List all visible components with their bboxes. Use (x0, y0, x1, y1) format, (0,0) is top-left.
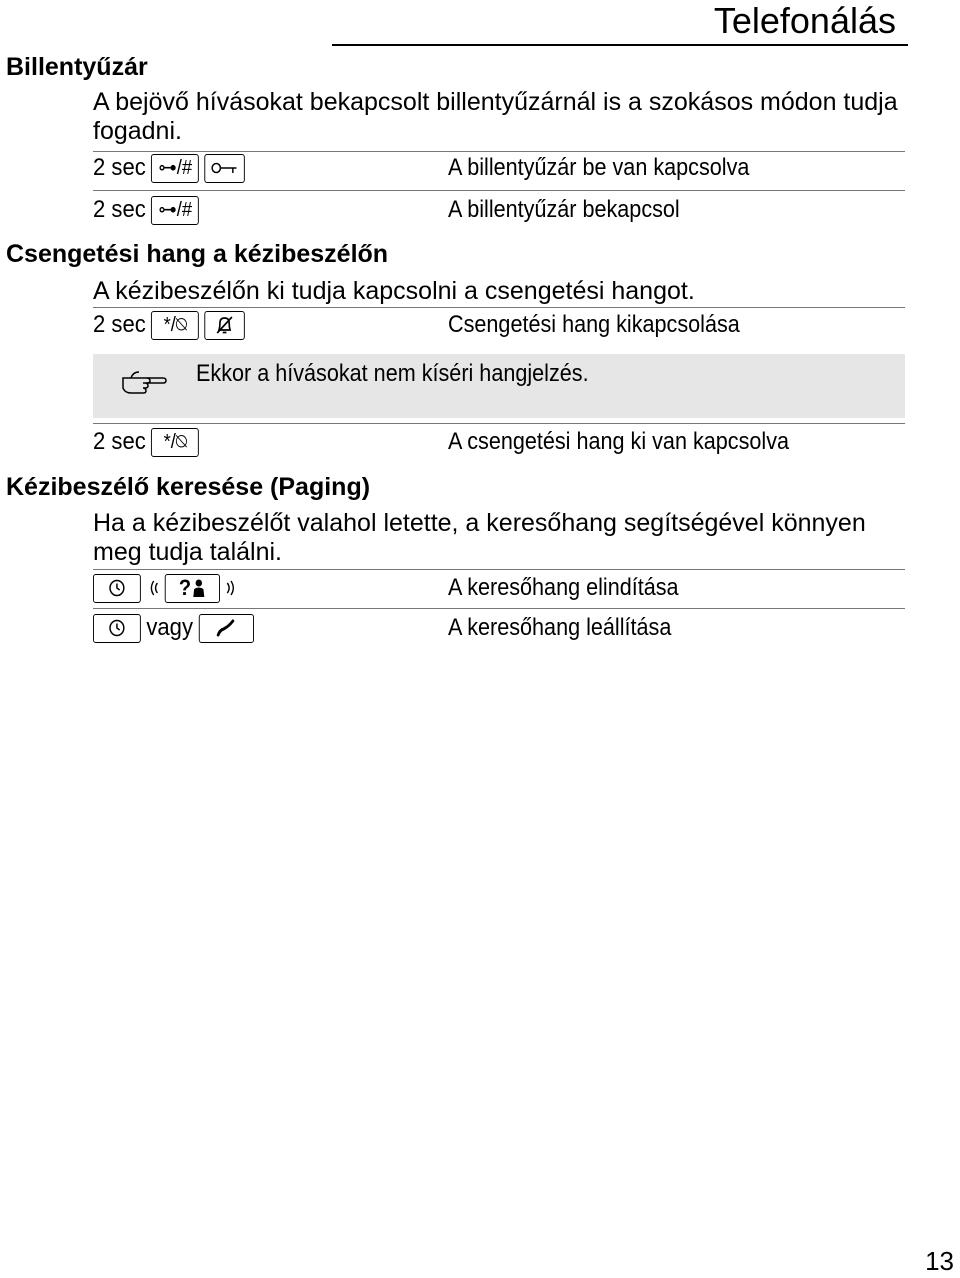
hash-key: ⊶/# (151, 196, 199, 225)
instruction-description: A billentyűzár be van kapcsolva (448, 154, 750, 181)
star-key: */⍉ (151, 311, 199, 340)
instruction-row-ringtone-off (93, 309, 905, 341)
instruction-description: A keresőhang elindítása (448, 574, 679, 601)
instruction-description: A keresőhang leállítása (448, 614, 672, 641)
hash-key: ⊶/# (151, 154, 199, 183)
section-title-keylock: Billentyűzár (6, 53, 148, 81)
note-box (93, 354, 905, 418)
duration-label: 2 sec (93, 311, 146, 338)
note-text: Ekkor a hívásokat nem kíséri hangjelzés. (196, 360, 589, 387)
section-body-ringtone: A kézibeszélőn ki tudja kapcsolni a csengetési hangot. (93, 277, 695, 305)
page-header-title: Telefonálás (713, 0, 896, 41)
clock-key-icon (93, 574, 141, 603)
star-key: */⍉ (151, 428, 199, 457)
section-body-keylock: A bejövő hívásokat bekapcsolt billentyűzárnál is a szokásos módon tudja fogadni. (93, 88, 898, 145)
clock-key-icon (93, 614, 141, 643)
instruction-row-keylock-active (93, 152, 905, 184)
instruction-description: A billentyűzár bekapcsol (448, 196, 680, 223)
instruction-description: Csengetési hang kikapcsolása (448, 311, 740, 338)
divider (93, 307, 905, 308)
section-title-paging: Kézibeszélő keresése (Paging) (6, 473, 371, 501)
duration-label: 2 sec (93, 154, 146, 181)
instruction-row-paging-stop (93, 612, 905, 644)
instruction-description: A csengetési hang ki van kapcsolva (448, 428, 790, 455)
header-rule (332, 44, 908, 46)
instruction-row-paging-start (93, 572, 905, 604)
bell-off-icon (205, 311, 245, 340)
section-body-paging: Ha a kézibeszélőt valahol letette, a keresőhang segítségével könnyen meg tudja találni. (93, 509, 866, 566)
person-icon (191, 578, 206, 598)
divider (93, 608, 905, 609)
duration-label: 2 sec (93, 428, 146, 455)
divider (93, 423, 905, 424)
divider (93, 569, 905, 570)
or-label: vagy (146, 614, 194, 641)
section-title-ringtone: Csengetési hang a kézibeszélőn (6, 240, 389, 268)
end-call-key-icon (199, 614, 254, 643)
instruction-row-keylock-enable (93, 194, 905, 226)
sound-waves-left-icon (146, 574, 159, 603)
page-number: 13 (925, 1246, 954, 1276)
duration-label: 2 sec (93, 196, 146, 223)
key-lock-icon (205, 154, 245, 183)
instruction-row-ringtone-status (93, 426, 905, 458)
pointing-hand-icon (121, 366, 167, 403)
divider (93, 190, 905, 191)
sound-waves-right-icon (225, 574, 238, 603)
paging-key: ? (165, 574, 220, 603)
